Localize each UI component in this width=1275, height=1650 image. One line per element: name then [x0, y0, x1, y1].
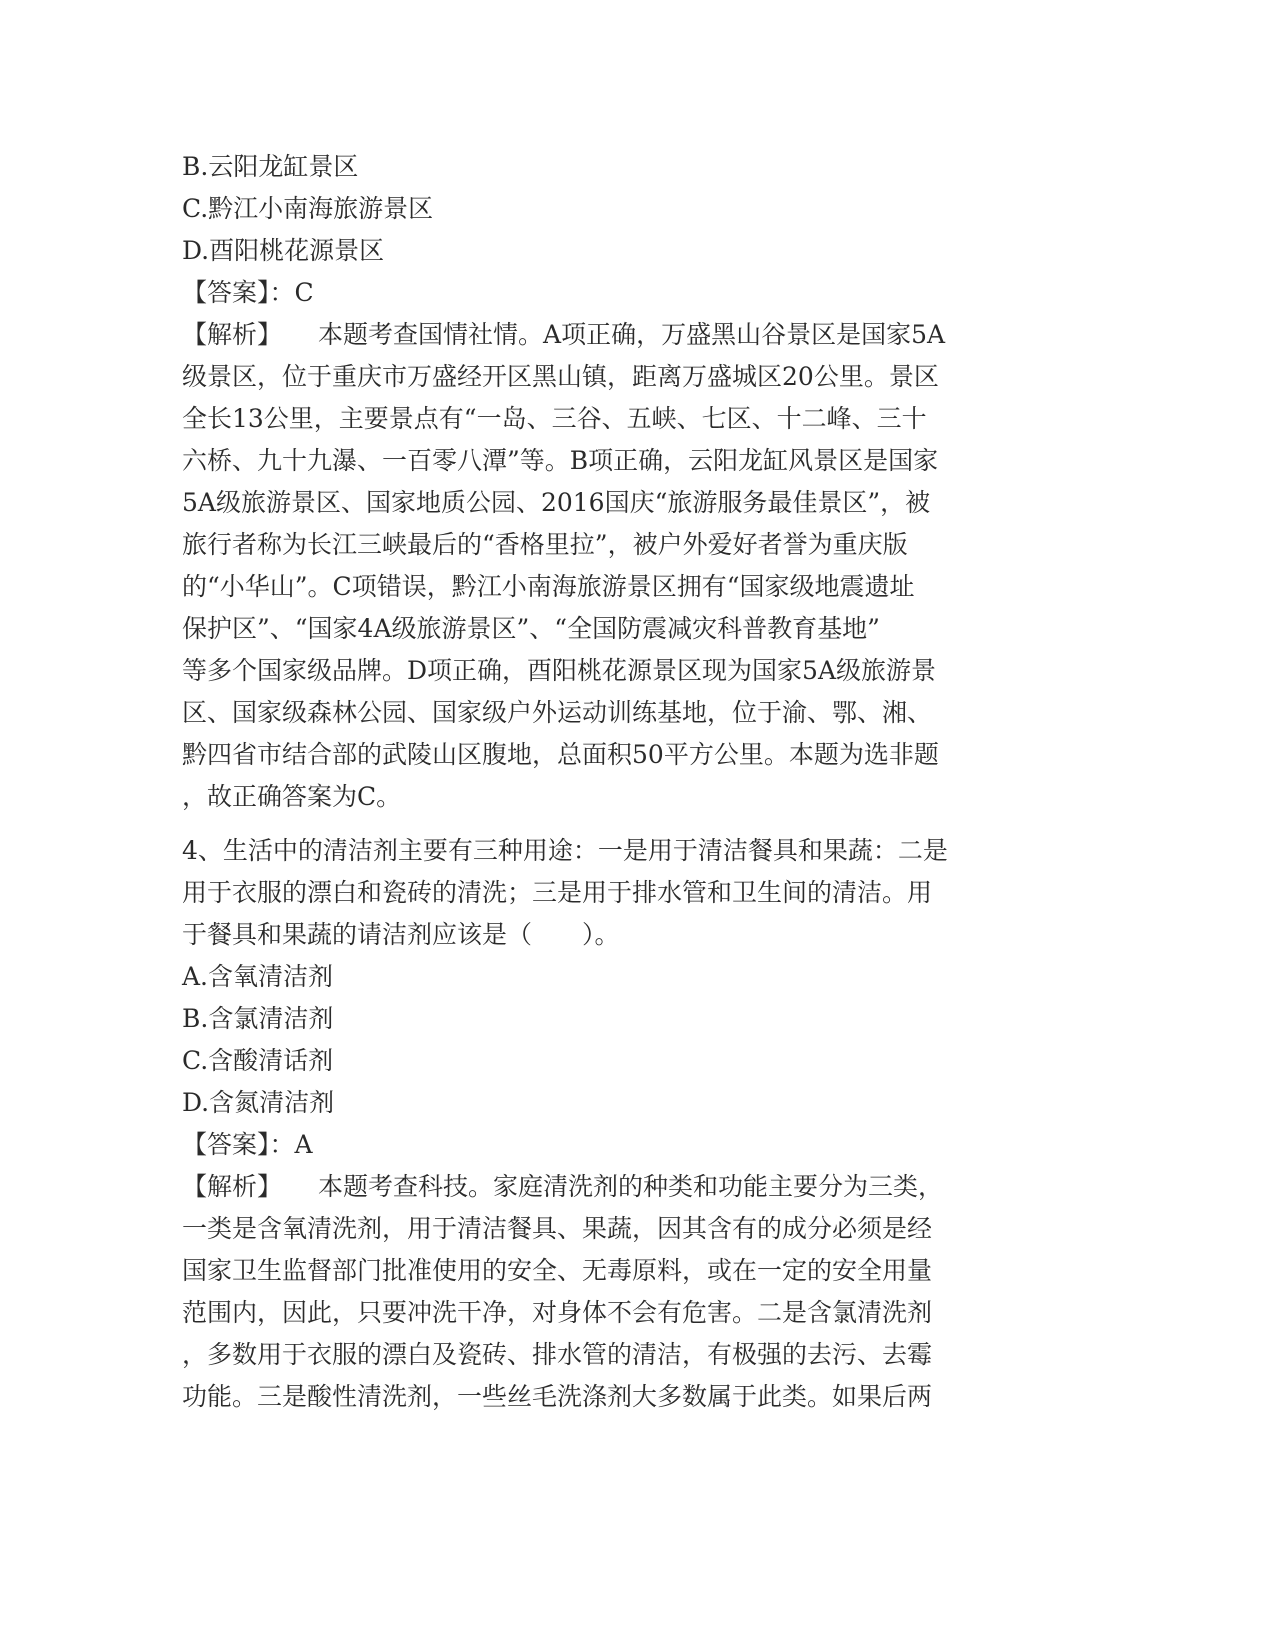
q3-analysis-line: 等多个国家级品牌。D项正确，酉阳桃花源景区现为国家5A级旅游景: [182, 656, 937, 685]
q4-analysis-line: ，多数用于衣服的漂白及瓷砖、排水管的清洁，有极强的去污、去霉: [182, 1340, 933, 1369]
q4-option-d: D.含氮清洁剂: [182, 1088, 335, 1117]
q3-analysis-line: 保护区”、“国家4A级旅游景区”、“全国防震减灾科普教育基地”: [182, 614, 880, 643]
q3-analysis-line: 区、国家级森林公园、国家级户外运动训练基地，位于渝、鄂、湘、: [182, 698, 933, 727]
q3-analysis-line: 旅行者称为长江三峡最后的“香格里拉”，被户外爱好者誉为重庆版: [182, 530, 908, 559]
q3-option-d: D.酉阳桃花源景区: [182, 236, 385, 265]
question-gap: [182, 818, 1062, 830]
q4-analysis-line: 国家卫生监督部门批准使用的安全、无毒原料，或在一定的安全用量: [182, 1256, 933, 1285]
q4-option-b: B.含氯清洁剂: [182, 1004, 334, 1033]
q3-analysis-line: 5A级旅游景区、国家地质公园、2016国庆“旅游服务最佳景区”，被: [182, 488, 931, 517]
q4-stem-line: 4、生活中的清洁剂主要有三种用途：一是用于清洁餐具和果蔬：二是: [182, 836, 948, 865]
q4-answer-label: 【答案】：: [182, 1130, 295, 1159]
q3-analysis-line: ，故正确答案为C。: [182, 782, 402, 811]
q3-analysis-line: 的“小华山”。C项错误，黔江小南海旅游景区拥有“国家级地震遗址: [182, 572, 915, 601]
q4-answer-value: A: [294, 1130, 313, 1159]
q3-analysis-line: 级景区，位于重庆市万盛经开区黑山镇，距离万盛城区20公里。景区: [182, 362, 939, 391]
q4-analysis-text: 本题考查科技。家庭清洗剂的种类和功能主要分为三类，: [318, 1172, 944, 1201]
q4-stem-line: 用于衣服的漂白和瓷砖的清洗；三是用于排水管和卫生间的清洁。用: [182, 878, 933, 907]
q3-analysis-line-1: [182, 314, 1062, 356]
q3-answer-line: [182, 272, 1062, 314]
q4-analysis-line-1: [182, 1166, 1062, 1208]
q4-stem-line: 于餐具和果蔬的请洁剂应该是（ ）。: [182, 920, 620, 949]
q4-answer-line: [182, 1124, 1062, 1166]
q3-analysis-line: 黔四省市结合部的武陵山区腹地，总面积50平方公里。本题为选非题: [182, 740, 939, 769]
q3-analysis-label: 【解析】: [182, 320, 283, 349]
q3-answer-value: C: [294, 278, 314, 307]
q3-analysis-text: 本题考查国情社情。A项正确，万盛黑山谷景区是国家5A: [318, 320, 946, 349]
document-content: [182, 146, 1062, 1418]
q4-option-a: A.含氧清洁剂: [182, 962, 334, 991]
q4-analysis-label: 【解析】: [182, 1172, 283, 1201]
q3-option-c: C.黔江小南海旅游景区: [182, 194, 434, 223]
q4-analysis-line: 一类是含氧清洗剂，用于清洁餐具、果蔬，因其含有的成分必须是经: [182, 1214, 933, 1243]
q3-option-b: B.云阳龙缸景区: [182, 152, 359, 181]
q3-answer-label: 【答案】：: [182, 278, 295, 307]
q4-analysis-line: 范围内，因此，只要冲洗干净，对身体不会有危害。二是含氯清洗剂: [182, 1298, 933, 1327]
q4-option-c: C.含酸清话剂: [182, 1046, 334, 1075]
q4-analysis-line: 功能。三是酸性清洗剂，一些丝毛洗涤剂大多数属于此类。如果后两: [182, 1382, 933, 1411]
q3-analysis-line: 全长13公里，主要景点有“一岛、三谷、五峡、七区、十二峰、三十: [182, 404, 927, 433]
q3-analysis-line: 六桥、九十九瀑、一百零八潭”等。B项正确，云阳龙缸风景区是国家: [182, 446, 939, 475]
